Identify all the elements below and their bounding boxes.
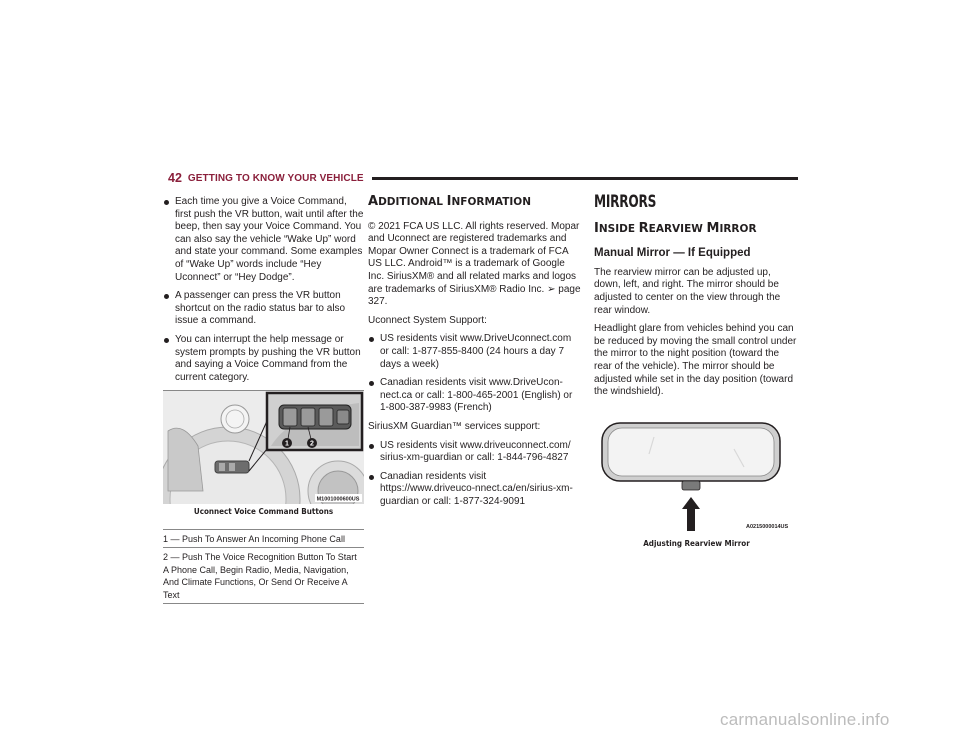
bullet-item: US residents visit www.DriveUconnect.com or call: 1-877-855-8400 (24 hours a day 7 days a week) — [368, 333, 581, 371]
sirius-heading: SiriusXM Guardian™ services support: — [368, 420, 541, 432]
support-bullets — [368, 333, 581, 415]
sirius-bullets — [368, 440, 581, 509]
mirror-figure-caption: Adjusting Rearview Mirror — [643, 538, 750, 548]
column-2 — [368, 196, 581, 514]
mirror-figure-part-number: A0215000014US — [746, 523, 789, 530]
manual-mirror-subheading: Manual Mirror — If Equipped — [594, 247, 751, 260]
header-rule — [372, 177, 798, 180]
column-3 — [594, 192, 799, 550]
bullet-item: A passenger can press the VR button shortcut on the radio status bar to also issue a command. — [163, 290, 364, 328]
callout-2: 2 — [310, 440, 314, 448]
bullet-item: You can interrupt the help message or system prompts by pushing the VR button and saying a Voice Command from the current category. — [163, 334, 364, 384]
mirrors-chapter-title: MIRRORS — [594, 192, 657, 211]
legend-row-2: 2 — Push The Voice Recognition Button To Start A Phone Call, Begin Radio, Media, Navigation, And Climate Functions, Or Send Or Receive A Text — [163, 548, 364, 604]
inside-rearview-mirror-heading: INSIDE REARVIEW MIRROR — [594, 220, 757, 236]
mirror-paragraph-1: The rearview mirror can be adjusted up, down, left, and right. The mirror should be adjusted to center on the view through the rear window. — [594, 266, 781, 316]
page-header — [168, 170, 798, 186]
steering-wheel-figure — [163, 390, 364, 504]
watermark: carmanualsonline.info — [720, 710, 890, 729]
rearview-mirror-figure — [594, 419, 799, 537]
page-ref-arrow-icon: ➢ — [547, 283, 556, 295]
bullet-item: Canadian residents visit https://www.driveuco-nnect.ca/en/sirius-xm-guardian or call: 1-877-324-9091 — [368, 471, 581, 509]
page-reference: page 327. — [368, 283, 581, 308]
bullet-item: US residents visit www.driveuconnect.com/ sirius-xm-guardian or call: 1-844-796-4827 — [368, 440, 581, 465]
running-title: GETTING TO KNOW YOUR VEHICLE — [187, 172, 364, 184]
figure-part-number: M1001000600US — [316, 496, 360, 503]
rearview-mirror-illustration — [594, 419, 799, 537]
support-heading: Uconnect System Support: — [368, 314, 487, 326]
callout-1: 1 — [285, 440, 289, 448]
bullet-item: Canadian residents visit www.DriveUcon-nect.ca or call: 1-800-465-2001 (English) or 1-800-387-9983 (French) — [368, 377, 581, 415]
legend-row-1: 1 — Push To Answer An Incoming Phone Call — [163, 530, 364, 549]
column-1 — [163, 196, 364, 604]
page-number: 42 — [168, 171, 182, 185]
bullet-item: Each time you give a Voice Command, first push the VR button, wait until after the beep, then say your Voice Command. You can also say the vehicle “Wake Up” word and state your command. Some examples of “Wake Up” words include “Hey Uconnect” or “Hey Dodge”. — [163, 196, 364, 284]
steering-wheel-illustration — [163, 391, 364, 504]
additional-information-heading: ADDITIONAL INFORMATION — [368, 194, 532, 209]
figure-caption: Uconnect Voice Command Buttons — [193, 507, 334, 517]
figure-legend — [163, 529, 364, 605]
mirror-paragraph-2: Headlight glare from vehicles behind you can be reduced by moving the small control under the mirror to the night position (toward the rear of the vehicle). The mirror should be adjusted while set in the day position (toward the windshield). — [594, 323, 797, 398]
voice-command-bullets — [163, 196, 364, 384]
copyright-paragraph: © 2021 FCA US LLC. All rights reserved. Mopar and Uconnect are registered trademarks and Mopar Owner Connect is a trademark of FCA US LLC. Android™ is a trademark of Google Inc. SiriusXM® and all related marks and logos are trademarks of SiriusXM® Radio Inc. ➢ page 327. — [368, 220, 581, 308]
